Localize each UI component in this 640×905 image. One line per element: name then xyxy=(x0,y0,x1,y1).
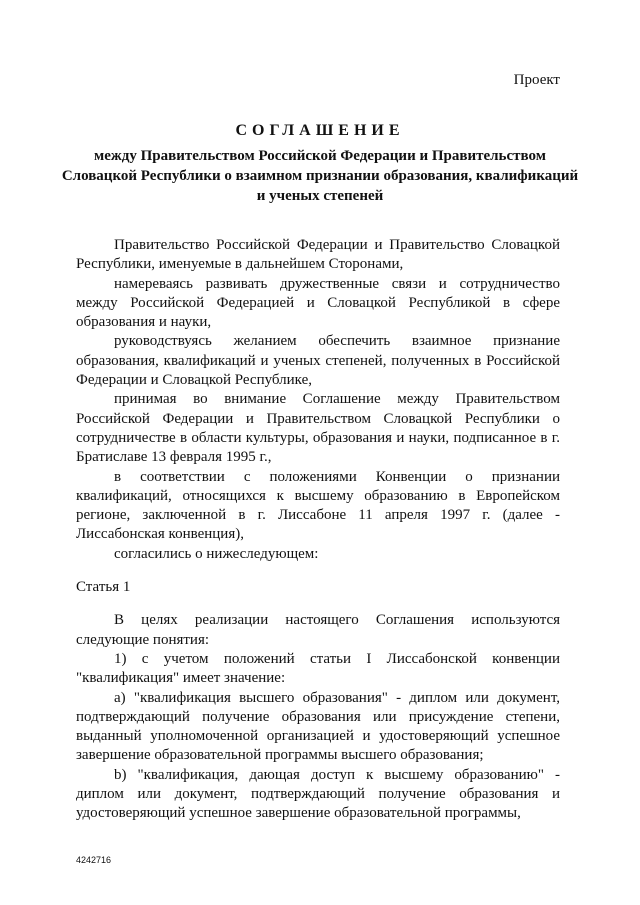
paragraph: руководствуясь желанием обеспечить взаимное признание образования, квалификаций и ученых степеней, полученных в Российской Федерации и Словацкой Республике, xyxy=(76,333,560,389)
document-title: СОГЛАШЕНИЕ xyxy=(235,122,405,139)
paragraph: намереваясь развивать дружественные связи и сотрудничество между Российской Федерацией и Словацкой Республикой в сфере образования и науки, xyxy=(76,275,560,331)
paragraph: 1) с учетом положений статьи I Лиссабонской конвенции "квалификация" имеет значение: xyxy=(76,650,560,687)
document-code: 4242716 xyxy=(76,855,112,865)
article-heading: Статья 1 xyxy=(76,579,131,596)
document-subtitle: между Правительством Российской Федерации и Правительством Словацкой Республики о взаимном признании образования, квалификаций и ученых степеней xyxy=(61,148,579,204)
paragraph: согласились о нижеследующем: xyxy=(114,545,319,562)
paragraph: в соответствии с положениями Конвенции о признании квалификаций, относящихся к высшему образованию в Европейском регионе, заключенной в г. Лиссабоне 11 апреля 1997 г. (далее - Лиссабонская конвенция), xyxy=(76,468,560,543)
paragraph: Правительство Российской Федерации и Правительство Словацкой Республики, именуемые в дальнейшем Сторонами, xyxy=(76,237,560,273)
paragraph: b) "квалификация, дающая доступ к высшему образованию" - диплом или документ, подтверждающий получение образования и удостоверяющий успешное завершение образовательной программы, xyxy=(76,766,560,822)
paragraph: В целях реализации настоящего Соглашения используются следующие понятия: xyxy=(76,612,560,648)
document-body xyxy=(76,236,560,824)
paragraph: а) "квалификация высшего образования" - диплом или документ, подтверждающий получение образования или присуждение степени, выданный уполномоченной организацией и удостоверяющий успешное завершение образовательной программы высшего образования; xyxy=(76,689,560,764)
paragraph: принимая во внимание Соглашение между Правительством Российской Федерации и Правительством Словацкой Республики о сотрудничестве в области культуры, образования и науки, подписанное в г. Братиславе 13 февраля 1995 г., xyxy=(76,391,560,466)
draft-label: Проект xyxy=(513,72,560,88)
